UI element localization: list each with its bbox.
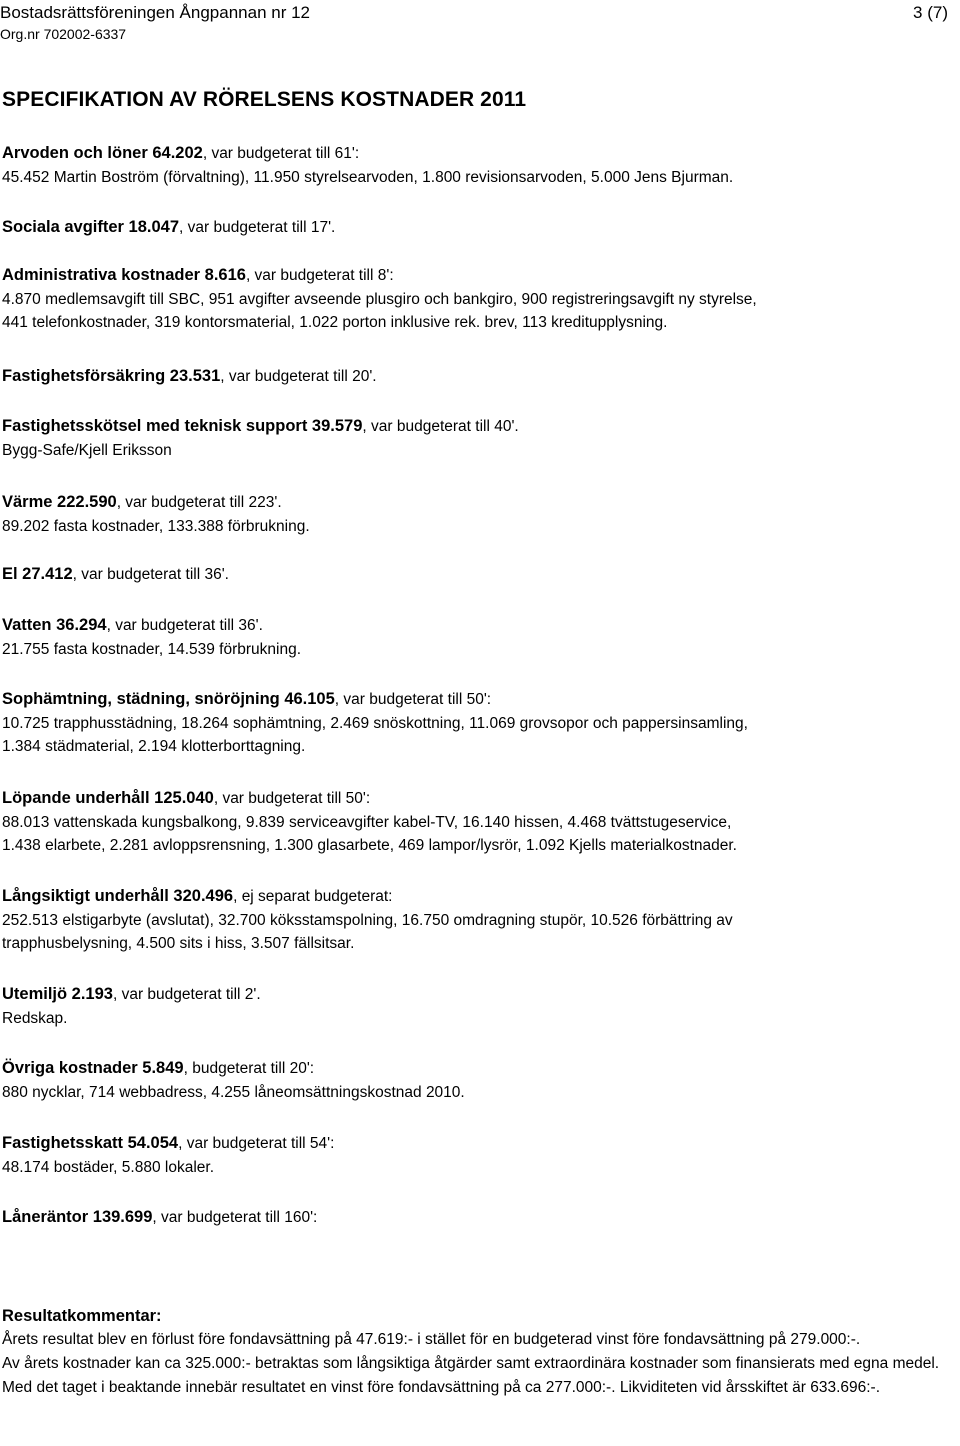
section-heading: Fastighetsskatt 54.054 [2,1134,179,1152]
section-el [2,563,957,587]
section-administrativa [2,264,957,335]
budget-note: , var budgeterat till 50': [213,790,371,807]
section-detail: 10.725 trapphusstädning, 18.264 sophämtning, 2.469 snöskottning, 11.069 grovsopor och pappersinsamling, [2,714,748,732]
section-detail: 4.870 medlemsavgift till SBC, 951 avgifter avseende plusgiro och bankgiro, 900 registreringsavgift ny styrelse, [2,290,757,308]
section-heading: Arvoden och löner 64.202 [2,144,203,162]
budget-note: , var budgeterat till 17'. [179,219,336,236]
section-vatten [2,614,957,661]
section-heading: Sophämtning, städning, snöröjning 46.105 [2,690,335,708]
section-fastighetsskotsel [2,415,957,462]
section-detail: 1.438 elarbete, 2.281 avloppsrensning, 1.300 glasarbete, 469 lampor/lysrör, 1.092 Kjells materialkostnader. [2,837,737,854]
budget-note: , var budgeterat till 20'. [220,368,377,385]
section-heading: Fastighetsförsäkring 23.531 [2,367,221,385]
section-laneranta [2,1206,957,1230]
budget-note: , var budgeterat till 36'. [106,617,263,634]
section-detail: 880 nycklar, 714 webbadress, 4.255 låneomsättningskostnad 2010. [2,1083,465,1101]
section-detail: Bygg-Safe/Kjell Eriksson [2,441,172,459]
section-detail: 45.452 Martin Boström (förvaltning), 11.950 styrelsearvoden, 1.800 revisionsarvoden, 5.000 Jens Bjurman. [2,168,734,186]
result-paragraph: Årets resultat blev en förlust före fondavsättning på 47.619:- i stället för en budgeterad vinst före fondavsättning på 279.000:-. [2,1331,861,1348]
budget-note: , var budgeterat till 8': [245,267,394,284]
document-title: SPECIFIKATION AV RÖRELSENS KOSTNADER 2011 [2,88,527,111]
section-heading: Utemiljö 2.193 [2,985,113,1003]
association-name: Bostadsrättsföreningen Ångpannan nr 12 [0,3,311,22]
section-detail: 441 telefonkostnader, 319 kontorsmaterial, 1.022 porton inklusive rek. brev, 113 kreditupplysning. [2,314,668,331]
section-ovriga-kostnader [2,1057,957,1104]
section-heading: Vatten 36.294 [2,616,107,634]
budget-note: , var budgeterat till 54': [178,1135,335,1152]
budget-note: , var budgeterat till 2'. [112,986,261,1003]
section-detail: 48.174 bostäder, 5.880 lokaler. [2,1158,214,1176]
budget-note: , var budgeterat till 223'. [116,494,282,511]
budget-note: , budgeterat till 20': [183,1060,315,1077]
section-sociala-avgifter [2,216,957,240]
result-title: Resultatkommentar: [2,1307,162,1325]
section-detail: 21.755 fasta kostnader, 14.539 förbrukning. [2,640,302,658]
section-heading: Administrativa kostnader 8.616 [2,266,246,284]
section-sophamtning [2,688,957,759]
section-heading: Löpande underhåll 125.040 [2,789,214,807]
section-lopande-underhall [2,787,957,858]
section-detail: Redskap. [2,1009,68,1027]
section-utemiljo [2,983,957,1030]
budget-note: , var budgeterat till 160': [152,1209,318,1226]
page-number: 3 (7) [913,3,948,22]
section-heading: Långsiktigt underhåll 320.496 [2,887,234,905]
section-varme [2,491,957,538]
budget-note: , var budgeterat till 36'. [72,566,229,583]
budget-note: , ej separat budgeterat: [233,888,393,905]
section-fastighetsforsakring [2,365,957,389]
section-heading: Övriga kostnader 5.849 [2,1059,184,1077]
section-resultatkommentar [2,1304,957,1400]
budget-note: , var budgeterat till 40'. [362,418,519,435]
section-detail: 88.013 vattenskada kungsbalkong, 9.839 serviceavgifter kabel-TV, 16.140 hissen, 4.468 tvättstugeservice, [2,813,732,831]
section-langsiktigt-underhall [2,885,957,956]
result-paragraph: Av årets kostnader kan ca 325.000:- betraktas som långsiktiga åtgärder samt extraordinära kostnader som finansierats med egna medel. Med det taget i beaktande innebär resultatet en vinst före fondavsättning på ca 277.000:-. Likviditeten vid årsskiftet är 633.696:-. [2,1355,940,1396]
section-heading: Låneräntor 139.699 [2,1208,153,1226]
section-arvoden [2,142,957,189]
section-detail: 252.513 elstigarbyte (avslutat), 32.700 köksstamspolning, 16.750 omdragning stupör, 10.526 förbättring av [2,911,733,929]
section-fastighetsskatt [2,1132,957,1179]
section-heading: Sociala avgifter 18.047 [2,218,180,236]
section-heading: Fastighetsskötsel med teknisk support 39.579 [2,417,363,435]
section-heading: Värme 222.590 [2,493,117,511]
section-detail: 1.384 städmaterial, 2.194 klotterborttagning. [2,738,306,755]
section-detail: trapphusbelysning, 4.500 sits i hiss, 3.507 fällsitsar. [2,935,355,952]
org-number: Org.nr 702002-6337 [0,26,127,42]
header-left [0,2,310,44]
section-detail: 89.202 fasta kostnader, 133.388 förbrukning. [2,517,310,535]
budget-note: , var budgeterat till 50': [334,691,492,708]
budget-note: , var budgeterat till 61': [202,145,360,162]
section-heading: El 27.412 [2,565,73,583]
